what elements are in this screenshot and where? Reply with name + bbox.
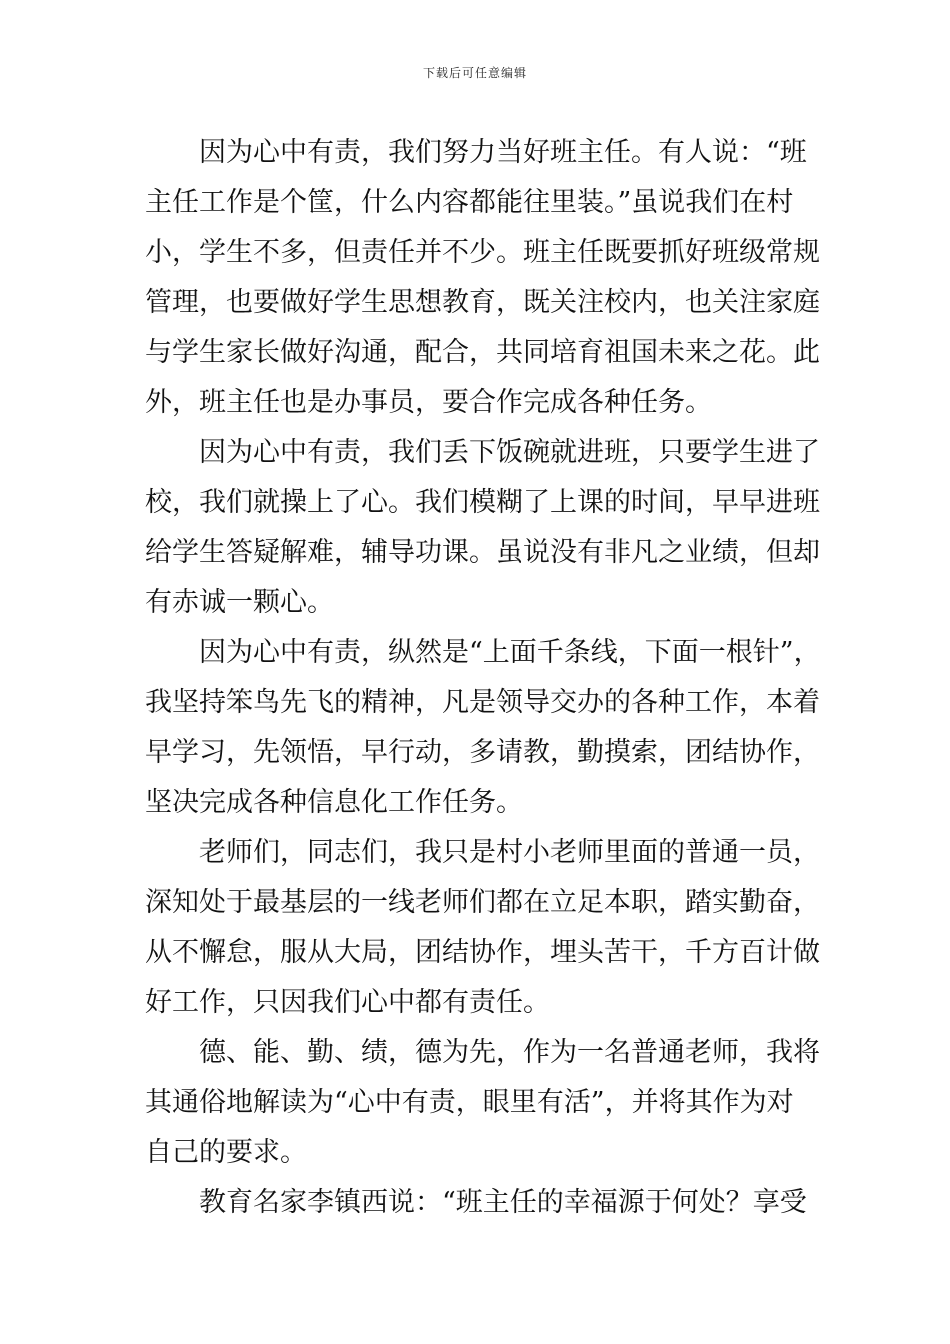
text-line: 好工作，只因我们心中都有责任。: [145, 987, 550, 1018]
text-line: 其通俗地解读为“心中有责，眼里有活”，并将其作为对: [145, 1087, 794, 1118]
page-header: 下载后可任意编辑: [422, 66, 527, 80]
text-line: 管理，也要做好学生思想教育，既关注校内，也关注家庭: [145, 287, 820, 318]
paragraph-3: [145, 628, 825, 828]
text-line: 有赤诚一颗心。: [145, 587, 334, 618]
text-line: 因为心中有责，纵然是“上面千条线，下面一根针”，: [199, 637, 821, 668]
paragraph-6: [145, 1178, 825, 1228]
text-line: 从不懈怠，服从大局，团结协作，埋头苦干，千方百计做: [145, 937, 820, 968]
text-line: 我坚持笨鸟先飞的精神，凡是领导交办的各种工作，本着: [145, 687, 820, 718]
text-line: 教育名家李镇西说：“班主任的幸福源于何处？享受: [199, 1187, 807, 1218]
text-line: 因为心中有责，我们丢下饭碗就进班，只要学生进了: [199, 437, 820, 468]
paragraph-4: [145, 828, 825, 1028]
text-line: 与学生家长做好沟通，配合，共同培育祖国未来之花。此: [145, 337, 820, 368]
text-line: 老师们，同志们，我只是村小老师里面的普通一员，: [199, 837, 820, 868]
text-line: 外，班主任也是办事员，要合作完成各种任务。: [145, 387, 712, 418]
text-line: 深知处于最基层的一线老师们都在立足本职，踏实勤奋，: [145, 887, 820, 918]
document-body: [145, 128, 825, 1228]
paragraph-1: [145, 128, 825, 428]
paragraph-2: [145, 428, 825, 628]
text-line: 坚决完成各种信息化工作任务。: [145, 787, 523, 818]
text-line: 自己的要求。: [145, 1137, 307, 1168]
text-line: 给学生答疑解难，辅导功课。虽说没有非凡之业绩，但却: [145, 537, 820, 568]
text-line: 因为心中有责，我们努力当好班主任。有人说：“班: [199, 137, 807, 168]
text-line: 早学习，先领悟，早行动，多请教，勤摸索，团结协作，: [145, 737, 820, 768]
text-line: 校，我们就操上了心。我们模糊了上课的时间，早早进班: [145, 487, 820, 518]
paragraph-5: [145, 1028, 825, 1178]
text-line: 德、能、勤、绩，德为先，作为一名普通老师，我将: [199, 1037, 820, 1068]
text-line: 小，学生不多，但责任并不少。班主任既要抓好班级常规: [145, 237, 820, 268]
text-line: 主任工作是个筐，什么内容都能往里装。”虽说我们在村: [145, 187, 794, 218]
